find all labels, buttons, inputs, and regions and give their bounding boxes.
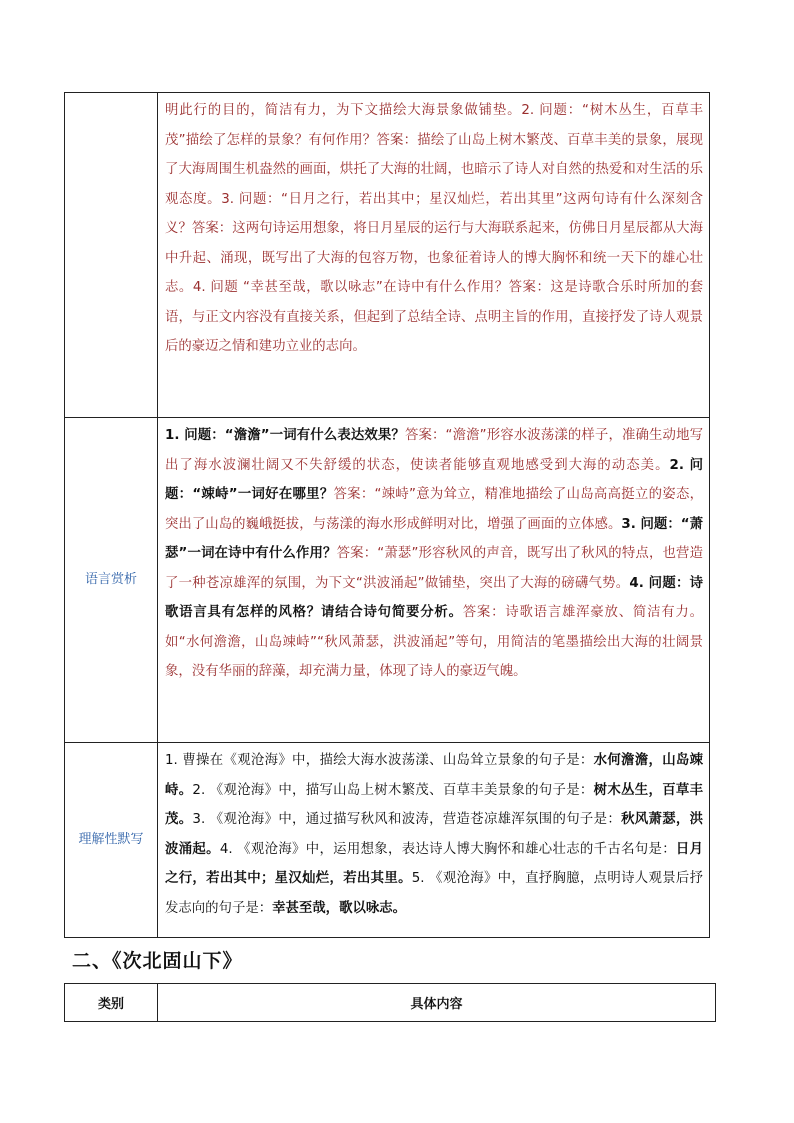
bold-text-segment: 4. 问题：诗歌语言具有怎样的风格？请结合诗句简要分析。 (165, 575, 703, 620)
content-paragraph (165, 746, 703, 923)
bold-text-segment: 日月之行，若出其中；星汉灿烂，若出其里。 (165, 841, 704, 886)
bold-text-segment: 秋风萧瑟，洪波涌起。 (165, 812, 704, 857)
table-header-row (65, 984, 716, 1022)
header-content-cell: 具体内容 (158, 984, 716, 1022)
row-category (65, 93, 158, 418)
text-segment: 2. 《观沧海》中，描写山岛上树木繁茂、百草丰美景象的句子是： (192, 782, 594, 798)
text-segment: 答案： (404, 428, 446, 443)
bold-text-segment: 幸甚至哉，歌以咏志。 (272, 900, 407, 916)
text-segment: 4. 《观沧海》中，运用想象，表达诗人博大胸怀和雄心壮志的千古名句是： (219, 841, 676, 857)
text-segment: 3. 问题：“日月之行，若出其中；星汉灿烂，若出其里”这两句诗有什么深刻含义？ (165, 191, 704, 236)
text-segment: 答案：“萧瑟”形容秋风的声音，既写出了秋风的特点，也营造了一种苍凉雄浑的氛围，为下文“洪波涌起”做铺垫，突出了大海的磅礴气势。 (165, 546, 703, 591)
text-segment: “澹澹”形容水波荡漾的样子，准确生动地写出了海水波澜壮阔又不失舒缓的状态，使读者能够直观地感受到大海的动态美。 (165, 428, 703, 473)
bold-text-segment: 树木丛生，百草丰茂。 (165, 782, 704, 827)
table-row (65, 93, 710, 418)
bold-text-segment: 水何澹澹，山岛竦峙。 (165, 753, 703, 798)
table-row (65, 418, 710, 743)
text-segment: 3. 《观沧海》中，通过描写秋风和波涛，营造苍凉雄浑氛围的句子是： (192, 812, 622, 827)
bold-text-segment: 3. 问题：“萧瑟”一词在诗中有什么作用？ (165, 516, 703, 561)
text-segment: 5. 《观沧海》中，直抒胸臆，点明诗人观景后抒发志向的句子是： (165, 871, 704, 916)
row-category: 理解性默写 (65, 743, 158, 938)
row-category: 语言赏析 (65, 418, 158, 743)
content-paragraph (165, 96, 703, 362)
text-segment: 答案：诗歌语言雄浑豪放、简洁有力。如“水何澹澹，山岛竦峙”“秋风萧瑟，洪波涌起”等句，用简洁的笔墨描绘出大海的壮阔景象，没有华丽的辞藻，却充满力量，体现了诗人的豪迈气魄。 (165, 605, 703, 679)
row-content (158, 93, 710, 418)
header-category-cell: 类别 (65, 984, 158, 1022)
next-section-table (64, 983, 716, 1022)
analysis-table (64, 92, 710, 938)
row-content (158, 418, 710, 743)
text-segment: 答案：描绘了山岛上树木繁茂、百草丰美的景象，展现了大海周围生机盎然的画面，烘托了大海的壮阔，也暗示了诗人对自然的热爱和对生活的乐观态度。 (165, 132, 704, 207)
content-paragraph (165, 421, 703, 687)
section-heading: 二、《次北固山下》 (72, 950, 243, 972)
bold-text-segment: 2. 问题：“竦峙”一词好在哪里？ (165, 457, 703, 502)
text-segment: 答案：“竦峙”意为耸立，精准地描绘了山岛高高挺立的姿态，突出了山岛的巍峨挺拔，与荡漾的海水形成鲜明对比，增强了画面的立体感。 (165, 487, 703, 532)
text-segment: 答案：这两句诗运用想象，将日月星辰的运行与大海联系起来，仿佛日月星辰都从大海中升起、涌现，既写出了大海的包容万物，也象征着诗人的博大胸怀和统一天下的雄心壮志。 (165, 221, 704, 295)
table-row (65, 743, 710, 938)
row-content (158, 743, 710, 938)
analysis-table-body (65, 93, 710, 938)
text-segment: 明此行的目的，简洁有力，为下文描绘大海景象做铺垫。2. 问题：“树木丛生，百草丰茂”描绘了怎样的景象？有何作用？ (165, 103, 703, 148)
bold-text-segment: 1. 问题：“澹澹”一词有什么表达效果？ (165, 428, 405, 443)
text-segment: 答案：这是诗歌合乐时所加的套语，与正文内容没有直接关系，但起到了总结全诗、点明主旨的作用，直接抒发了诗人观景后的豪迈之情和建功立业的志向。 (165, 280, 704, 354)
text-segment: 1. 曹操在《观沧海》中，描绘大海水波荡漾、山岛耸立景象的句子是： (165, 753, 594, 768)
text-segment: 4. 问题 “幸甚至哉，歌以咏志”在诗中有什么作用？ (192, 280, 509, 295)
